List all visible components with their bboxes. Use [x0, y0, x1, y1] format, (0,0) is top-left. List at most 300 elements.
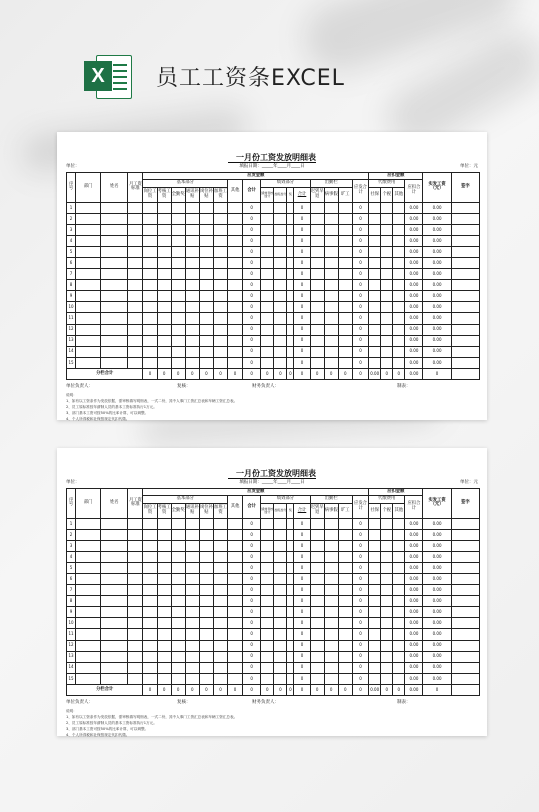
- table-cell: [274, 563, 287, 574]
- table-cell: [157, 640, 171, 651]
- table-cell: [324, 518, 338, 529]
- table-cell: [199, 607, 213, 618]
- table-cell: [171, 213, 185, 224]
- table-cell: [101, 346, 128, 357]
- table-cell: [101, 258, 128, 269]
- row-value: 0: [352, 269, 368, 280]
- table-cell: [171, 563, 185, 574]
- col-tax: 个税: [381, 503, 393, 518]
- table-cell: [287, 574, 294, 585]
- row-value: 0: [352, 280, 368, 291]
- table-cell: [185, 529, 199, 540]
- row-value: 0: [294, 552, 310, 563]
- table-cell: [157, 280, 171, 291]
- table-cell: [143, 518, 157, 529]
- table-cell: [261, 202, 274, 213]
- table-cell: [369, 224, 381, 235]
- table-cell: [310, 202, 324, 213]
- table-cell: [143, 313, 157, 324]
- table-cell: [287, 357, 294, 368]
- col-perf-total: 合计: [294, 503, 310, 518]
- table-cell: [76, 662, 101, 673]
- group-deduct: 应扣金额: [369, 489, 423, 496]
- table-cell: [171, 574, 185, 585]
- table-cell: [185, 607, 199, 618]
- table-cell: [128, 335, 143, 346]
- table-cell: [338, 607, 352, 618]
- table-cell: [393, 518, 405, 529]
- table-cell: [338, 313, 352, 324]
- table-cell: [310, 213, 324, 224]
- table-cell: [228, 346, 243, 357]
- total-value: 0: [393, 368, 405, 379]
- table-cell: [101, 236, 128, 247]
- table-cell: [185, 269, 199, 280]
- total-value: 0: [199, 684, 213, 695]
- table-cell: [261, 224, 274, 235]
- total-value: 0: [243, 368, 261, 379]
- table-cell: [171, 280, 185, 291]
- table-cell: [310, 540, 324, 551]
- table-cell: [143, 357, 157, 368]
- table-cell: [261, 596, 274, 607]
- total-value: 0: [338, 368, 352, 379]
- total-value: 0: [338, 684, 352, 695]
- row-seq: 13: [67, 651, 76, 662]
- group-payable: 应发金额: [143, 173, 369, 180]
- table-cell: [451, 291, 479, 302]
- table-cell: [199, 236, 213, 247]
- row-seq: 14: [67, 346, 76, 357]
- table-cell: [213, 258, 227, 269]
- row-value: 0: [352, 213, 368, 224]
- row-value: 0.00: [423, 302, 451, 313]
- table-cell: [157, 651, 171, 662]
- col-other: 其他: [228, 496, 243, 518]
- table-cell: [338, 247, 352, 258]
- table-cell: [393, 247, 405, 258]
- sheet-title: 一月份工资发放明细表: [57, 152, 487, 163]
- row-value: 0.00: [405, 236, 423, 247]
- row-value: 0.00: [405, 518, 423, 529]
- table-cell: [287, 313, 294, 324]
- row-value: 0: [294, 563, 310, 574]
- table-cell: [310, 618, 324, 629]
- row-value: 0.00: [405, 247, 423, 258]
- row-value: 0.00: [423, 607, 451, 618]
- table-cell: [451, 202, 479, 213]
- row-value: 0.00: [423, 518, 451, 529]
- table-cell: [338, 662, 352, 673]
- col-deduct-other: 其他: [393, 503, 405, 518]
- table-cell: [381, 202, 393, 213]
- table-cell: [261, 302, 274, 313]
- table-cell: [171, 258, 185, 269]
- table-cell: [381, 563, 393, 574]
- table-cell: [287, 269, 294, 280]
- table-cell: [393, 618, 405, 629]
- notes: [66, 708, 237, 738]
- table-cell: [274, 202, 287, 213]
- table-cell: [369, 540, 381, 551]
- table-cell: [143, 529, 157, 540]
- table-cell: [101, 335, 128, 346]
- row-value: 0.00: [405, 552, 423, 563]
- table-cell: [381, 280, 393, 291]
- table-cell: [228, 280, 243, 291]
- table-cell: [101, 673, 128, 684]
- total-row: [67, 368, 480, 379]
- table-cell: [76, 324, 101, 335]
- table-row: [67, 213, 480, 224]
- row-seq: 15: [67, 673, 76, 684]
- row-value: 0.00: [423, 280, 451, 291]
- row-value: 0: [294, 313, 310, 324]
- table-cell: [199, 673, 213, 684]
- row-seq: 3: [67, 224, 76, 235]
- table-cell: [310, 302, 324, 313]
- total-value: 0.00: [369, 684, 381, 695]
- total-value: 0: [213, 368, 227, 379]
- table-cell: [128, 585, 143, 596]
- table-cell: [199, 662, 213, 673]
- table-cell: [393, 529, 405, 540]
- total-value: 0: [352, 368, 368, 379]
- total-value: 0.00: [405, 368, 423, 379]
- table-cell: [213, 357, 227, 368]
- table-cell: [157, 596, 171, 607]
- row-value: 0: [294, 213, 310, 224]
- row-value: 0: [294, 596, 310, 607]
- fill-date: 填报日期：_____年____月____日: [239, 164, 305, 169]
- total-value: 0: [294, 368, 310, 379]
- table-cell: [157, 213, 171, 224]
- col-post-allow: 岗位补贴: [199, 187, 213, 202]
- col-perf-b: 加班加分: [274, 187, 287, 202]
- table-cell: [310, 324, 324, 335]
- table-cell: [157, 563, 171, 574]
- table-cell: [381, 607, 393, 618]
- table-cell: [451, 247, 479, 258]
- table-cell: [157, 518, 171, 529]
- table-cell: [338, 596, 352, 607]
- table-cell: [128, 280, 143, 291]
- table-cell: [393, 563, 405, 574]
- table-cell: [157, 335, 171, 346]
- col-perf-c: 奖: [287, 503, 294, 518]
- table-cell: [369, 213, 381, 224]
- col-attendance: 全勤奖: [171, 187, 185, 202]
- row-value: 0: [352, 618, 368, 629]
- row-value: 0: [294, 224, 310, 235]
- table-cell: [213, 673, 227, 684]
- sign-review: 复核：: [177, 384, 191, 389]
- row-value: 0: [294, 574, 310, 585]
- total-value: 0: [213, 684, 227, 695]
- table-cell: [381, 324, 393, 335]
- table-cell: [128, 357, 143, 368]
- table-cell: [76, 236, 101, 247]
- row-seq: 6: [67, 574, 76, 585]
- table-cell: [213, 518, 227, 529]
- table-cell: [287, 673, 294, 684]
- table-cell: [274, 324, 287, 335]
- row-value: 0: [352, 662, 368, 673]
- table-cell: [171, 335, 185, 346]
- table-cell: [185, 596, 199, 607]
- col-post-allow: 岗位补贴: [199, 503, 213, 518]
- row-value: 0: [243, 529, 261, 540]
- table-cell: [261, 247, 274, 258]
- row-value: 0.00: [423, 291, 451, 302]
- table-cell: [451, 224, 479, 235]
- row-value: 0.00: [423, 335, 451, 346]
- table-cell: [324, 585, 338, 596]
- table-row: [67, 563, 480, 574]
- row-seq: 15: [67, 357, 76, 368]
- table-cell: [157, 313, 171, 324]
- table-cell: [369, 607, 381, 618]
- table-cell: [324, 357, 338, 368]
- total-value: 0: [199, 368, 213, 379]
- table-cell: [199, 313, 213, 324]
- table-cell: [101, 618, 128, 629]
- table-cell: [324, 324, 338, 335]
- row-seq: 9: [67, 291, 76, 302]
- unit-label: 单位：: [66, 480, 80, 485]
- table-cell: [157, 236, 171, 247]
- table-cell: [101, 291, 128, 302]
- table-cell: [213, 346, 227, 357]
- table-cell: [451, 563, 479, 574]
- table-cell: [143, 302, 157, 313]
- table-cell: [369, 629, 381, 640]
- table-cell: [143, 224, 157, 235]
- table-cell: [274, 518, 287, 529]
- table-cell: [171, 651, 185, 662]
- group-attend: 出勤栏: [310, 180, 352, 187]
- table-cell: [324, 662, 338, 673]
- table-cell: [185, 518, 199, 529]
- sign-review: 复核：: [177, 700, 191, 705]
- table-cell: [128, 640, 143, 651]
- table-cell: [76, 640, 101, 651]
- table-cell: [393, 574, 405, 585]
- table-cell: [381, 540, 393, 551]
- table-cell: [199, 291, 213, 302]
- table-cell: [451, 607, 479, 618]
- table-cell: [381, 640, 393, 651]
- table-cell: [228, 574, 243, 585]
- table-cell: [128, 291, 143, 302]
- table-cell: [185, 563, 199, 574]
- table-cell: [157, 346, 171, 357]
- table-cell: [381, 213, 393, 224]
- total-value: 0: [274, 368, 287, 379]
- row-value: 0: [352, 324, 368, 335]
- row-value: 0: [294, 236, 310, 247]
- table-cell: [101, 651, 128, 662]
- table-cell: [310, 529, 324, 540]
- table-cell: [324, 618, 338, 629]
- table-cell: [274, 607, 287, 618]
- table-cell: [143, 552, 157, 563]
- table-cell: [199, 540, 213, 551]
- table-cell: [199, 563, 213, 574]
- table-cell: [310, 585, 324, 596]
- table-cell: [369, 313, 381, 324]
- table-cell: [261, 607, 274, 618]
- table-cell: [451, 324, 479, 335]
- table-cell: [213, 651, 227, 662]
- excel-icon: X: [84, 51, 130, 101]
- table-cell: [310, 563, 324, 574]
- table-cell: [381, 673, 393, 684]
- table-cell: [451, 540, 479, 551]
- row-value: 0: [294, 629, 310, 640]
- table-row: [67, 540, 480, 551]
- table-cell: [76, 585, 101, 596]
- table-cell: [381, 618, 393, 629]
- table-cell: [310, 596, 324, 607]
- table-cell: [338, 324, 352, 335]
- col-exam-wage: 考核工资: [157, 187, 171, 202]
- table-cell: [128, 313, 143, 324]
- table-cell: [451, 651, 479, 662]
- table-cell: [157, 662, 171, 673]
- group-perf: 绩效部分: [261, 180, 310, 187]
- table-cell: [101, 529, 128, 540]
- table-cell: [228, 357, 243, 368]
- table-cell: [171, 596, 185, 607]
- table-cell: [157, 324, 171, 335]
- table-cell: [157, 269, 171, 280]
- table-cell: [338, 529, 352, 540]
- table-cell: [213, 552, 227, 563]
- total-value: 0: [228, 368, 243, 379]
- row-seq: 8: [67, 280, 76, 291]
- table-cell: [381, 302, 393, 313]
- table-cell: [324, 302, 338, 313]
- table-cell: [369, 673, 381, 684]
- table-cell: [393, 662, 405, 673]
- row-value: 0: [294, 607, 310, 618]
- table-cell: [76, 302, 101, 313]
- table-cell: [381, 629, 393, 640]
- row-seq: 2: [67, 529, 76, 540]
- row-value: 0: [243, 202, 261, 213]
- table-cell: [157, 529, 171, 540]
- row-value: 0.00: [405, 269, 423, 280]
- table-cell: [369, 258, 381, 269]
- table-cell: [261, 662, 274, 673]
- row-value: 0: [294, 640, 310, 651]
- salary-sheet: [57, 132, 487, 420]
- row-value: 0.00: [423, 596, 451, 607]
- total-value: 0: [381, 368, 393, 379]
- table-cell: [261, 529, 274, 540]
- note-line: 1、如有以工资条作为发放依据，需审核填写明细表，一式二份，其中人事门工资汇总表和车辆工资汇总表。: [66, 399, 238, 403]
- table-cell: [381, 346, 393, 357]
- table-cell: [324, 529, 338, 540]
- row-value: 0.00: [405, 258, 423, 269]
- table-cell: [228, 258, 243, 269]
- row-value: 0.00: [423, 357, 451, 368]
- table-cell: [228, 673, 243, 684]
- table-cell: [310, 335, 324, 346]
- table-cell: [185, 574, 199, 585]
- table-cell: [324, 540, 338, 551]
- row-value: 0: [294, 585, 310, 596]
- row-value: 0: [352, 291, 368, 302]
- table-cell: [213, 335, 227, 346]
- table-row: [67, 552, 480, 563]
- table-cell: [185, 213, 199, 224]
- table-cell: [199, 574, 213, 585]
- table-cell: [287, 258, 294, 269]
- table-cell: [338, 585, 352, 596]
- table-cell: [199, 247, 213, 258]
- total-value: 0: [310, 684, 324, 695]
- table-cell: [381, 291, 393, 302]
- table-cell: [261, 585, 274, 596]
- table-cell: [393, 302, 405, 313]
- table-row: [67, 280, 480, 291]
- table-cell: [274, 552, 287, 563]
- table-cell: [76, 574, 101, 585]
- table-cell: [324, 247, 338, 258]
- table-cell: [274, 213, 287, 224]
- table-cell: [310, 280, 324, 291]
- sign-finance-head: 财务负责人：: [252, 384, 279, 389]
- table-cell: [185, 662, 199, 673]
- row-value: 0: [352, 574, 368, 585]
- table-cell: [228, 313, 243, 324]
- table-cell: [261, 540, 274, 551]
- total-value: 0: [157, 368, 171, 379]
- table-cell: [213, 313, 227, 324]
- table-row: [67, 518, 480, 529]
- col-perf-a: 绩效考核加分: [261, 187, 274, 202]
- row-value: 0: [352, 335, 368, 346]
- row-value: 0.00: [423, 629, 451, 640]
- table-cell: [228, 585, 243, 596]
- table-cell: [76, 651, 101, 662]
- table-cell: [338, 640, 352, 651]
- table-cell: [287, 651, 294, 662]
- table-cell: [324, 596, 338, 607]
- row-value: 0: [243, 640, 261, 651]
- table-cell: [101, 574, 128, 585]
- row-value: 0.00: [423, 258, 451, 269]
- table-cell: [185, 247, 199, 258]
- table-cell: [228, 640, 243, 651]
- table-cell: [369, 236, 381, 247]
- table-cell: [324, 291, 338, 302]
- total-value: 0.00: [369, 368, 381, 379]
- total-value: 0: [171, 684, 185, 695]
- table-cell: [310, 357, 324, 368]
- table-cell: [185, 202, 199, 213]
- table-cell: [324, 313, 338, 324]
- table-cell: [228, 202, 243, 213]
- table-cell: [199, 258, 213, 269]
- table-cell: [199, 585, 213, 596]
- table-cell: [338, 302, 352, 313]
- total-value: 0: [274, 684, 287, 695]
- table-cell: [369, 335, 381, 346]
- row-value: 0: [294, 280, 310, 291]
